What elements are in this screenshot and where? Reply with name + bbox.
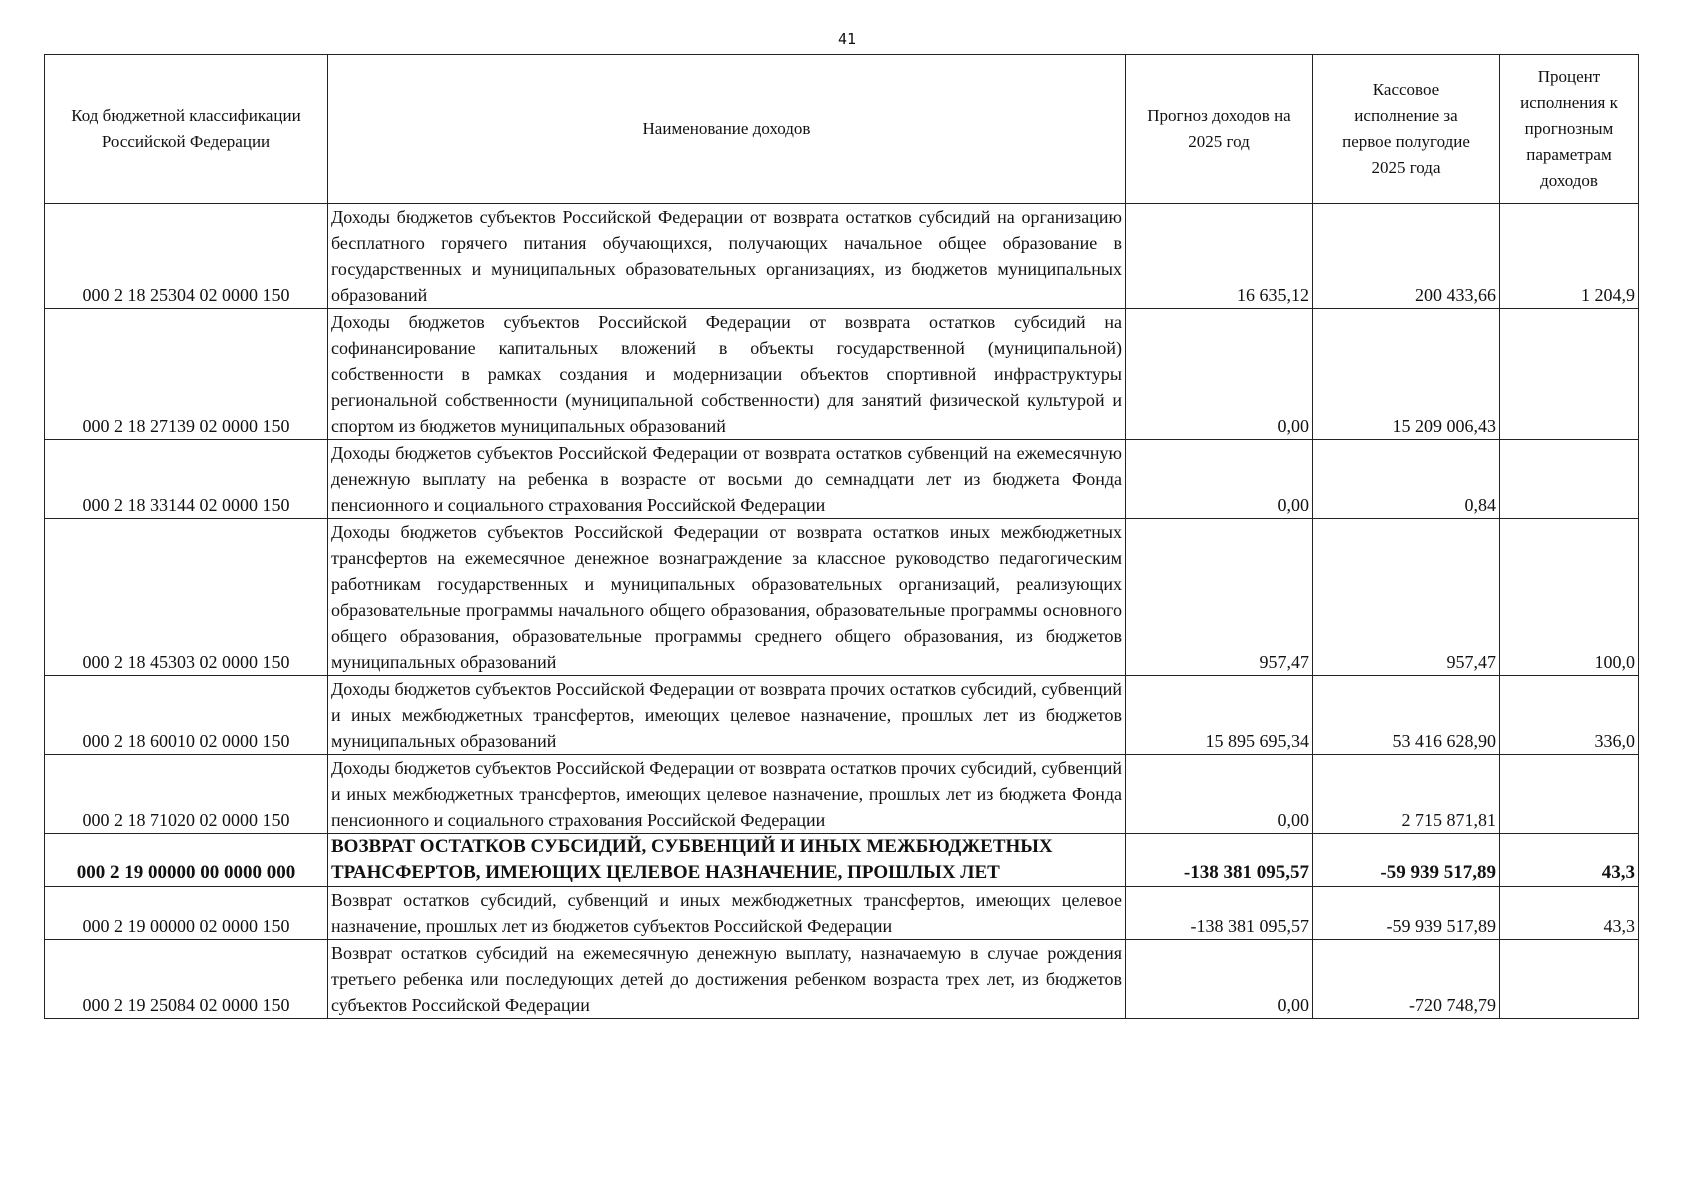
- header-executed: Кассовое исполнение за первое полугодие 2025 года: [1313, 55, 1500, 204]
- forecast-cell: 0,00: [1126, 755, 1313, 834]
- percent-cell: 43,3: [1500, 887, 1639, 940]
- revenue-name-cell: Возврат остатков субсидий на ежемесячную денежную выплату, назначаемую в случае рождения третьего ребенка или последующих детей до достижения ребенком возраста трех лет, из бюджетов субъектов Российской Федерации: [328, 940, 1126, 1019]
- table-row: [45, 204, 1639, 309]
- table-row: [45, 519, 1639, 676]
- page-number: 41: [837, 30, 857, 48]
- percent-cell: [1500, 940, 1639, 1019]
- percent-cell: 336,0: [1500, 676, 1639, 755]
- forecast-cell: 0,00: [1126, 309, 1313, 440]
- table-body: [45, 204, 1639, 1019]
- revenue-name-cell: Доходы бюджетов субъектов Российской Федерации от возврата остатков прочих субсидий, субвенций и иных межбюджетных трансфертов, имеющих целевое назначение, прошлых лет из бюджета Фонда пенсионного и социального страхования Российской Федерации: [328, 755, 1126, 834]
- budget-code-cell: 000 2 18 71020 02 0000 150: [45, 755, 328, 834]
- revenue-name-cell: ВОЗВРАТ ОСТАТКОВ СУБСИДИЙ, СУБВЕНЦИЙ И ИНЫХ МЕЖБЮДЖЕТНЫХ ТРАНСФЕРТОВ, ИМЕЮЩИХ ЦЕЛЕВОЕ НАЗНАЧЕНИЕ, ПРОШЛЫХ ЛЕТ: [328, 834, 1126, 887]
- percent-cell: 100,0: [1500, 519, 1639, 676]
- table-row: [45, 834, 1639, 887]
- executed-cell: 957,47: [1313, 519, 1500, 676]
- budget-code-cell: 000 2 19 00000 00 0000 000: [45, 834, 328, 887]
- table-row: [45, 676, 1639, 755]
- forecast-cell: 16 635,12: [1126, 204, 1313, 309]
- executed-cell: -59 939 517,89: [1313, 834, 1500, 887]
- budget-revenue-table: [44, 54, 1639, 1019]
- forecast-cell: 0,00: [1126, 440, 1313, 519]
- percent-cell: [1500, 755, 1639, 834]
- executed-cell: 2 715 871,81: [1313, 755, 1500, 834]
- executed-cell: 200 433,66: [1313, 204, 1500, 309]
- forecast-cell: 15 895 695,34: [1126, 676, 1313, 755]
- revenue-name-cell: Доходы бюджетов субъектов Российской Федерации от возврата остатков субсидий на софинансирование капитальных вложений в объекты государственной (муниципальной) собственности в рамках создания и модернизации объектов спортивной инфраструктуры региональной собственности (муниципальной собственности) для занятий физической культурой и спортом из бюджетов муниципальных образований: [328, 309, 1126, 440]
- forecast-cell: 957,47: [1126, 519, 1313, 676]
- forecast-cell: -138 381 095,57: [1126, 834, 1313, 887]
- executed-cell: 53 416 628,90: [1313, 676, 1500, 755]
- executed-cell: -59 939 517,89: [1313, 887, 1500, 940]
- percent-cell: [1500, 309, 1639, 440]
- revenue-name-cell: Доходы бюджетов субъектов Российской Федерации от возврата остатков субсидий на организацию бесплатного горячего питания обучающихся, получающих начальное общее образование в государственных и муниципальных образовательных организациях, из бюджетов муниципальных образований: [328, 204, 1126, 309]
- header-forecast: Прогноз доходов на 2025 год: [1126, 55, 1313, 204]
- revenue-name-cell: Возврат остатков субсидий, субвенций и иных межбюджетных трансфертов, имеющих целевое назначение, прошлых лет из бюджетов субъектов Российской Федерации: [328, 887, 1126, 940]
- revenue-name-cell: Доходы бюджетов субъектов Российской Федерации от возврата прочих остатков субсидий, субвенций и иных межбюджетных трансфертов, имеющих целевое назначение, прошлых лет из бюджетов муниципальных образований: [328, 676, 1126, 755]
- percent-cell: 1 204,9: [1500, 204, 1639, 309]
- executed-cell: 15 209 006,43: [1313, 309, 1500, 440]
- table-header-row: [45, 55, 1639, 204]
- budget-code-cell: 000 2 18 60010 02 0000 150: [45, 676, 328, 755]
- revenue-name-cell: Доходы бюджетов субъектов Российской Федерации от возврата остатков иных межбюджетных трансфертов на ежемесячное денежное вознаграждение за классное руководство педагогическим работникам государственных и муниципальных образовательных организаций, реализующих образовательные программы начального общего образования, образовательные программы основного общего образования, образовательные программы среднего общего образования, из бюджетов муниципальных образований: [328, 519, 1126, 676]
- percent-cell: 43,3: [1500, 834, 1639, 887]
- budget-code-cell: 000 2 18 25304 02 0000 150: [45, 204, 328, 309]
- table-row: [45, 309, 1639, 440]
- budget-code-cell: 000 2 19 25084 02 0000 150: [45, 940, 328, 1019]
- budget-code-cell: 000 2 18 33144 02 0000 150: [45, 440, 328, 519]
- percent-cell: [1500, 440, 1639, 519]
- budget-code-cell: 000 2 19 00000 02 0000 150: [45, 887, 328, 940]
- executed-cell: 0,84: [1313, 440, 1500, 519]
- budget-code-cell: 000 2 18 27139 02 0000 150: [45, 309, 328, 440]
- header-revenue-name: Наименование доходов: [328, 55, 1126, 204]
- revenue-name-cell: Доходы бюджетов субъектов Российской Федерации от возврата остатков субвенций на ежемесячную денежную выплату на ребенка в возрасте от восьми до семнадцати лет из бюджета Фонда пенсионного и социального страхования Российской Федерации: [328, 440, 1126, 519]
- header-percent: Процент исполнения к прогнозным параметрам доходов: [1500, 55, 1639, 204]
- forecast-cell: 0,00: [1126, 940, 1313, 1019]
- executed-cell: -720 748,79: [1313, 940, 1500, 1019]
- table-row: [45, 755, 1639, 834]
- table-row: [45, 887, 1639, 940]
- table-row: [45, 440, 1639, 519]
- budget-code-cell: 000 2 18 45303 02 0000 150: [45, 519, 328, 676]
- forecast-cell: -138 381 095,57: [1126, 887, 1313, 940]
- table-row: [45, 940, 1639, 1019]
- header-budget-code: Код бюджетной классификации Российской Федерации: [45, 55, 328, 204]
